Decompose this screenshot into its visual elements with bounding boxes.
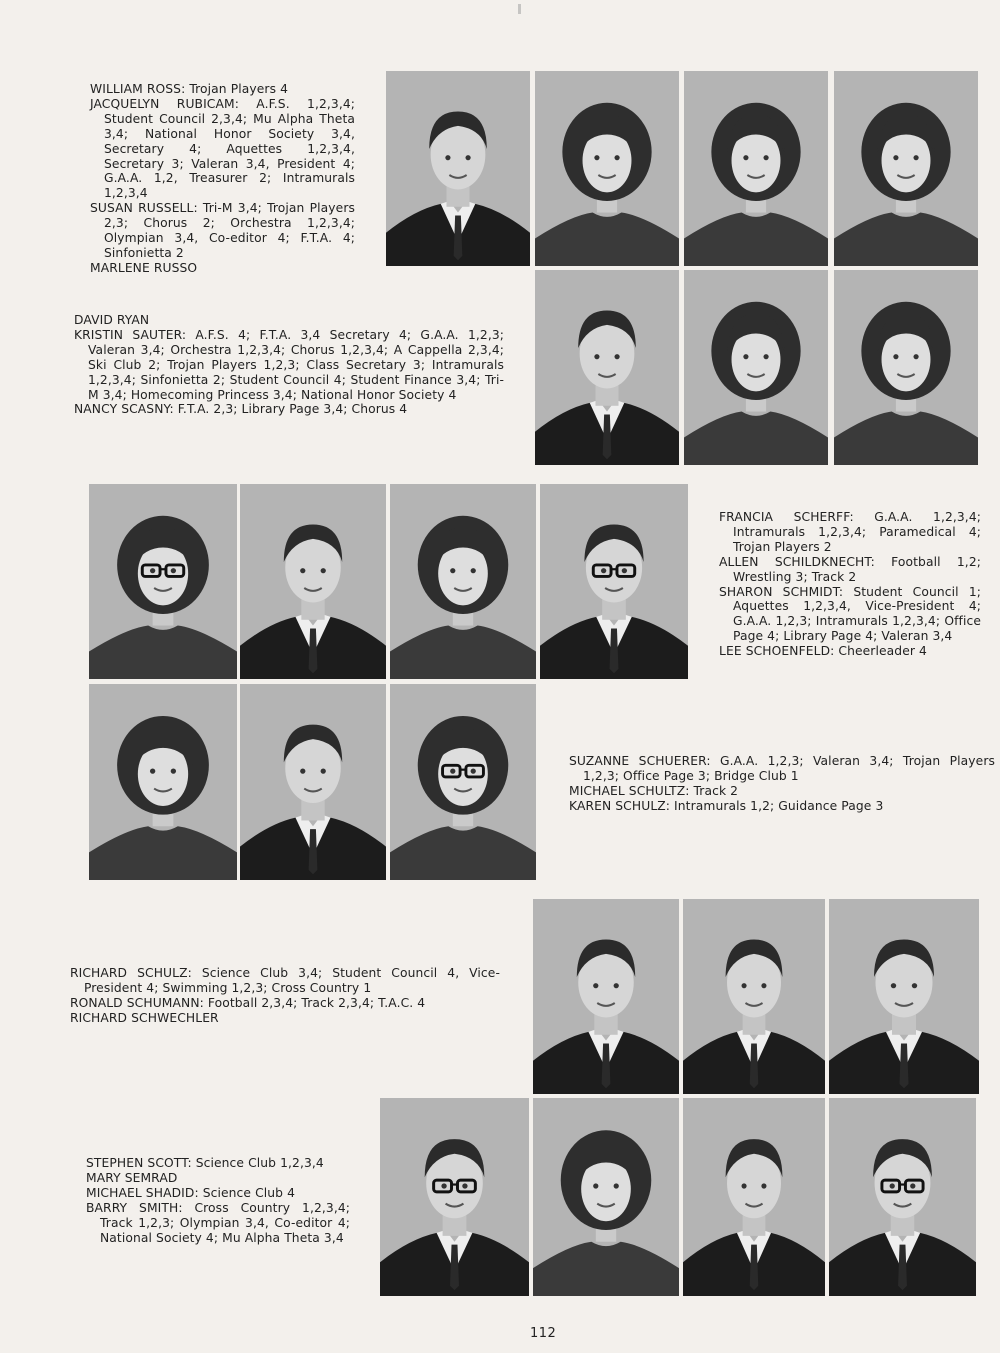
caption-entry: KAREN SCHULZ: Intramurals 1,2; Guidance Page 3 <box>569 798 884 813</box>
portrait-photo <box>535 71 679 266</box>
caption-entry: SUZANNE SCHUERER: G.A.A. 1,2,3; Valeran 3,4; Trojan Players 1,2,3; Office Page 3; Bridge Club 1 <box>569 754 995 783</box>
caption-block-5 <box>70 966 500 1026</box>
caption-entry: SUSAN RUSSELL: Tri-M 3,4; Trojan Players 2,3; Chorus 2; Orchestra 1,2,3,4; Olympian 3,4, Co-editor 4; F.T.A. 4; Sinfonietta 2 <box>90 201 355 260</box>
caption-entry: ALLEN SCHILDKNECHT: Football 1,2; Wrestling 3; Track 2 <box>719 554 981 584</box>
portrait-photo <box>390 684 536 880</box>
caption-block-2 <box>74 313 504 417</box>
caption-entry: MARY SEMRAD <box>86 1170 178 1185</box>
portrait-photo <box>380 1098 529 1296</box>
caption-entry: JACQUELYN RUBICAM: A.F.S. 1,2,3,4; Student Council 2,3,4; Mu Alpha Theta 3,4; National Honor Society 3,4, Secretary 4; Aquettes 1,2,3,4, Secretary 3; Valeran 3,4, President 4; G.A.A. 1,2, Treasurer 2; Intramurals 1,2,3,4 <box>90 96 355 201</box>
portrait-photo <box>540 484 688 679</box>
caption-entry: MICHAEL SHADID: Science Club 4 <box>86 1185 296 1200</box>
paper-speck <box>518 4 521 14</box>
portrait-photo <box>829 899 979 1094</box>
caption-block-6 <box>86 1156 350 1245</box>
portrait-photo <box>386 71 530 266</box>
caption-entry: STEPHEN SCOTT: Science Club 1,2,3,4 <box>86 1156 324 1170</box>
caption-block-4 <box>569 754 995 814</box>
caption-entry: KRISTIN SAUTER: A.F.S. 4; F.T.A. 3,4 Secretary 4; G.A.A. 1,2,3; Valeran 3,4; Orchestra 1,2,3,4; Chorus 1,2,3,4; A Cappella 2,3,4; Ski Club 2; Trojan Players 1,2,3; Class Secretary 3; Intramurals 1,2,3,4; Sinfonietta 2; Student Council 4; Student Finance 3,4; Tri-M 3,4; Homecoming Princess 3,4; National Honor Society 4 <box>74 327 504 402</box>
portrait-photo <box>684 270 828 465</box>
caption-entry: DAVID RYAN <box>74 313 150 327</box>
page-number: 112 <box>530 1326 557 1341</box>
caption-entry: BARRY SMITH: Cross Country 1,2,3,4; Track 1,2,3; Olympian 3,4, Co-editor 4; National Society 4; Mu Alpha Theta 3,4 <box>86 1200 350 1245</box>
portrait-photo <box>684 71 828 266</box>
portrait-photo <box>240 684 386 880</box>
caption-entry: LEE SCHOENFELD: Cheerleader 4 <box>719 644 927 659</box>
caption-entry: RICHARD SCHWECHLER <box>70 1010 219 1025</box>
portrait-photo <box>834 71 978 266</box>
caption-entry: RICHARD SCHULZ: Science Club 3,4; Student Council 4, Vice-President 4; Swimming 1,2,3; Cross Country 1 <box>70 966 500 995</box>
caption-entry: MICHAEL SCHULTZ: Track 2 <box>569 783 739 798</box>
portrait-photo <box>683 899 825 1094</box>
portrait-photo <box>240 484 386 679</box>
caption-entry: FRANCIA SCHERFF: G.A.A. 1,2,3,4; Intramurals 1,2,3,4; Paramedical 4; Trojan Players 2 <box>719 510 981 554</box>
portrait-photo <box>683 1098 825 1296</box>
caption-block-1 <box>90 82 355 276</box>
portrait-photo <box>390 484 536 679</box>
caption-entry: MARLENE RUSSO <box>90 260 198 275</box>
portrait-photo <box>89 684 237 880</box>
portrait-photo <box>829 1098 976 1296</box>
caption-entry: WILLIAM ROSS: Trojan Players 4 <box>90 82 289 96</box>
portrait-photo <box>533 899 679 1094</box>
caption-entry: SHARON SCHMIDT: Student Council 1; Aquettes 1,2,3,4, Vice-President 4; G.A.A. 1,2,3; Intramurals 1,2,3,4; Office Page 4; Library Page 4; Valeran 3,4 <box>719 584 981 644</box>
portrait-photo <box>89 484 237 679</box>
caption-entry: RONALD SCHUMANN: Football 2,3,4; Track 2,3,4; T.A.C. 4 <box>70 995 426 1010</box>
portrait-photo <box>533 1098 679 1296</box>
caption-entry: NANCY SCASNY: F.T.A. 2,3; Library Page 3,4; Chorus 4 <box>74 402 408 417</box>
portrait-photo <box>535 270 679 465</box>
portrait-photo <box>834 270 978 465</box>
caption-block-3 <box>719 510 981 659</box>
